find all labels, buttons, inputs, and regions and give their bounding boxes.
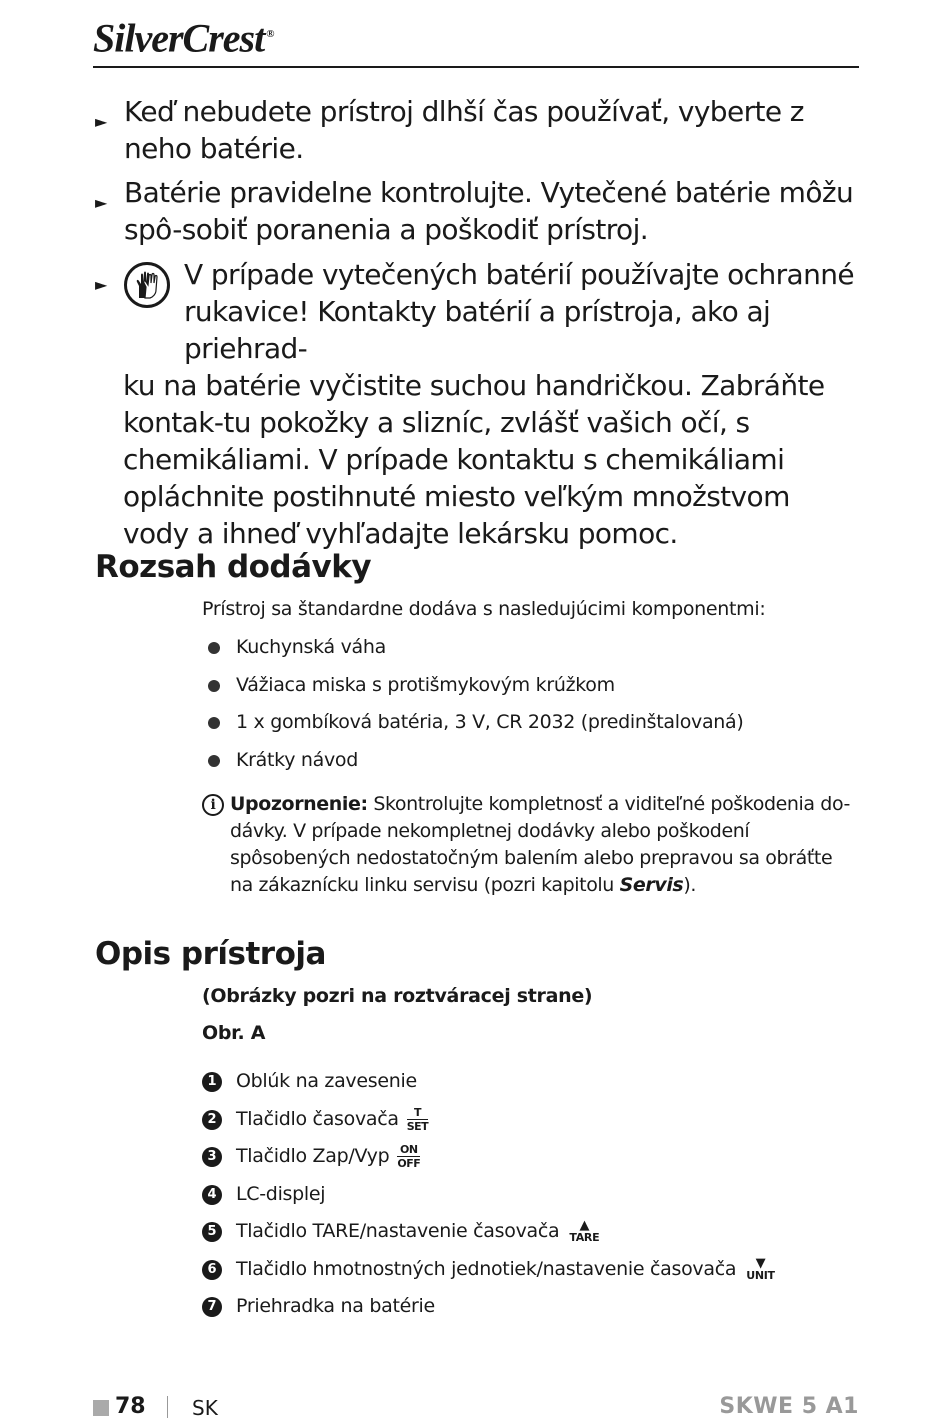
page-number: 78 [115, 1394, 146, 1419]
warning-text: Keď nebudete prístroj dlhší čas používať, vyberte z neho batérie. [124, 95, 804, 165]
part-item: 4 LC-displej [202, 1181, 775, 1219]
arrow-bullet-icon: ► [95, 193, 107, 212]
warning-text-line2: rukavice! Kontakty batérií a prístroja, ako aj priehrad- [184, 295, 771, 365]
part-item: 1 Oblúk na zavesenie [202, 1068, 775, 1106]
bullet-icon [208, 680, 220, 692]
unit-key-icon: ▼ UNIT [746, 1255, 775, 1282]
warning-text-line1: V prípade vytečených batérií používajte ochranné [184, 258, 854, 291]
list-item: Kuchynská váha [202, 634, 744, 672]
brand-logo: SilverCrest ® [93, 15, 274, 61]
note-label: Upozornenie: [230, 793, 368, 815]
figure-reference: (Obrázky pozri na roztváracej strane) [202, 985, 593, 1007]
number-badge-icon: 3 [202, 1147, 222, 1167]
number-badge-icon: 7 [202, 1297, 222, 1317]
list-item: Vážiaca miska s protišmykovým krúžkom [202, 672, 744, 710]
note-box: i Upozornenie: Skontrolujte kompletnosť a viditeľné poškodenia do-dávky. V prípade nekompletnej dodávky alebo poškodení spôsobených nedostatočným balením alebo prepravou sa obráťte na zákaznícku linku servisu (pozri kapitolu Servis). [202, 791, 852, 899]
page-footer [93, 1394, 859, 1424]
list-item: Krátky návod [202, 747, 744, 785]
scope-intro: Prístroj sa štandardne dodáva s nasledujúcimi komponentmi: [202, 598, 766, 620]
number-badge-icon: 6 [202, 1260, 222, 1280]
list-item: 1 x gombíková batéria, 3 V, CR 2032 (predinštalovaná) [202, 709, 744, 747]
square-marker-icon [93, 1400, 109, 1416]
language-code: SK [192, 1396, 218, 1420]
model-number: SKWE 5 A1 [719, 1394, 859, 1419]
arrow-bullet-icon: ► [95, 275, 107, 294]
timer-set-key-icon: T SET [406, 1105, 429, 1133]
arrow-bullet-icon: ► [95, 112, 107, 131]
parts-list [202, 1068, 775, 1331]
glove-icon [124, 262, 170, 308]
part-item: 2 Tlačidlo časovača T SET [202, 1106, 775, 1144]
bullet-icon [208, 717, 220, 729]
part-item: 6 Tlačidlo hmotnostných jednotiek/nastavenie časovača ▼ UNIT [202, 1256, 775, 1294]
part-item: 3 Tlačidlo Zap/Vyp ON OFF [202, 1143, 775, 1181]
info-icon: i [202, 794, 224, 816]
warning-item [95, 256, 860, 552]
on-off-key-icon: ON OFF [397, 1143, 421, 1170]
number-badge-icon: 2 [202, 1110, 222, 1130]
note-text: Skontrolujte kompletnosť a viditeľné poškodenia do-dávky. V prípade nekompletnej dodávky alebo poškodení spôsobených nedostatočným balením alebo prepravou sa obráťte na zákaznícku linku servisu (pozri kapitolu [230, 793, 850, 896]
warning-item [95, 93, 860, 167]
scope-list [202, 634, 744, 784]
number-badge-icon: 1 [202, 1072, 222, 1092]
warning-text: Batérie pravidelne kontrolujte. Vytečené batérie môžu spô-sobiť poranenia a poškodiť prístroj. [124, 176, 854, 246]
footer-divider [167, 1396, 168, 1418]
page-header [93, 8, 859, 68]
number-badge-icon: 5 [202, 1222, 222, 1242]
bullet-icon [208, 642, 220, 654]
warning-text-rest: ku na batérie vyčistite suchou handričkou. Zabráňte kontak-tu pokožky a slizníc, zvlášť vašich očí, s chemikáliami. V prípade kontaktu s chemikáliami opláchnite postihnuté miesto veľkým množstvom vody a ihneď vyhľadajte lekársku pomoc. [123, 369, 825, 550]
part-item: 5 Tlačidlo TARE/nastavenie časovača ▲ TARE [202, 1218, 775, 1256]
section-heading-description: Opis prístroja [95, 936, 326, 972]
part-item: 7 Priehradka na batérie [202, 1293, 775, 1331]
figure-label: Obr. A [202, 1022, 266, 1044]
warning-item [95, 174, 860, 248]
bullet-icon [208, 755, 220, 767]
tare-key-icon: ▲ TARE [569, 1218, 600, 1244]
section-heading-scope: Rozsah dodávky [95, 549, 372, 585]
number-badge-icon: 4 [202, 1185, 222, 1205]
note-ref-servis: Servis [619, 874, 684, 896]
